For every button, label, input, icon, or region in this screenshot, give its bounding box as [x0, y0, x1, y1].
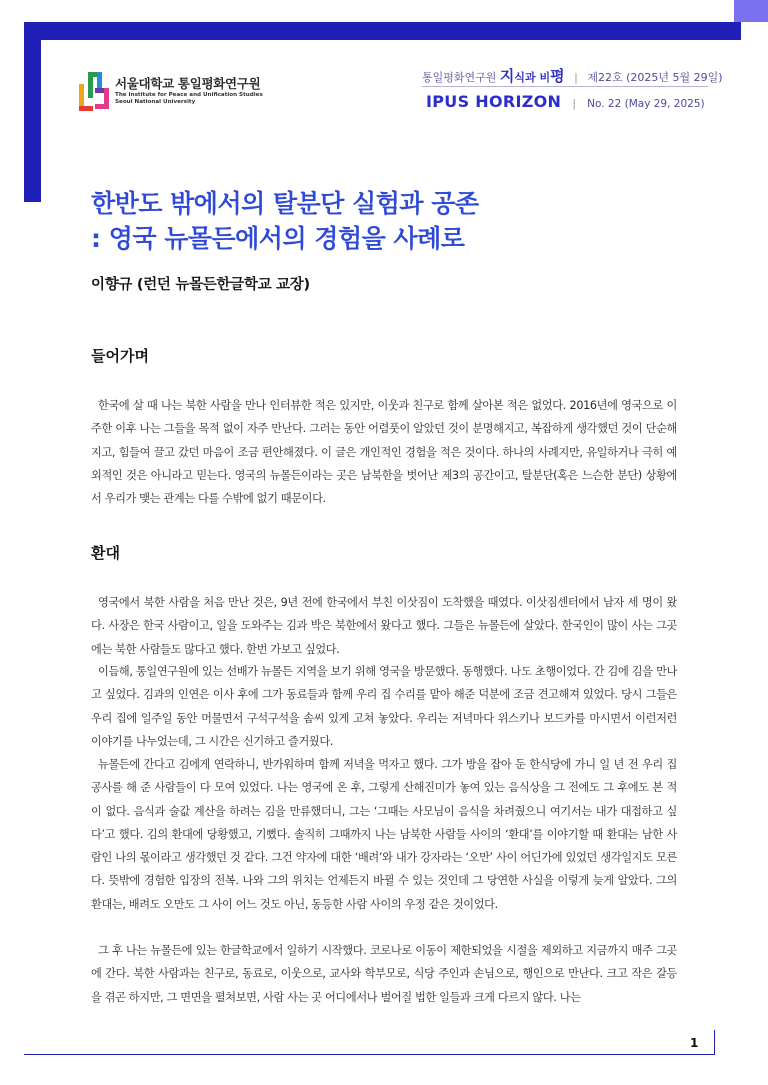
left-border-bar: [24, 22, 41, 202]
title-line-1: 한반도 밖에서의 탈분단 실험과 공존: [91, 189, 479, 218]
header-separator: |: [574, 71, 578, 84]
header-separator-2: |: [572, 97, 577, 110]
horizon-header: [426, 92, 705, 111]
section-heading-intro: 들어가며: [91, 347, 149, 365]
page-number: 1: [690, 1036, 699, 1050]
footer-vertical-rule: [714, 1030, 715, 1055]
issue-number-ko: 제22호 (2025년 5월 29일): [587, 71, 723, 84]
header-rule: [422, 86, 708, 87]
footer-rule: [24, 1054, 714, 1055]
series-sik: 식과 비: [514, 71, 551, 84]
horizon-title: IPUS HORIZON: [426, 92, 562, 111]
paragraph-hospitality-4: 그 후 나는 뉴몰든에 있는 한글학교에서 일하기 시작했다. 코로나로 이동이 제한되었을 시절을 제외하고 지금까지 매주 그곳에 간다. 북한 사람과는 친구로, 동료로, 이웃으로, 교사와 학부모로, 식당 주인과 손님으로, 행인으로 만난다. 크고 작은 갈등을 겪곤 하지만, 그 면면을 펼쳐보면, 사람 사는 곳 어디에서나 벌어질 법한 일들과 크게 다르지 않다. 나는: [91, 944, 677, 1004]
university-name-en: Seoul National University: [115, 99, 196, 105]
series-header: [422, 65, 723, 86]
paragraph-hospitality-1: 영국에서 북한 사람을 처음 만난 것은, 9년 전에 한국에서 부친 이삿짐이 도착했을 때였다. 이삿짐센터에서 남자 세 명이 왔다. 사장은 한국 사람이고, 일을 도와주는 김과 박은 북한에서 왔다고 했다. 그들은 뉴몰든에 살았다. 한국인이 많이 사는 그곳에는 북한 사람들도 많다고 했다. 한번 가보고 싶었다.: [91, 596, 677, 656]
top-border-bar: [24, 22, 741, 40]
series-prefix: 통일평화연구원: [422, 71, 497, 84]
article-author: 이향규 (런던 뉴몰든한글학교 교장): [91, 277, 310, 293]
title-line-2: : 영국 뉴몰든에서의 경험을 사례로: [91, 224, 465, 253]
institute-name-en: The Institute for Peace and Unification Studies: [115, 92, 263, 98]
paragraph-hospitality-3: 뉴몰든에 간다고 김에게 연락하니, 반가워하며 함께 저녁을 먹자고 했다. 그가 방을 잡아 둔 한식당에 가니 일 년 전 우리 집 공사를 해 준 사람들이 다 모여 있었다. 나는 영국에 온 후, 그렇게 산해진미가 놓여 있는 음식상을 그 전에도 그 후에도 본 적이 없다. 음식과 술값 계산을 하려는 김을 만류했더니, 그는 ‘그때는 사모님이 음식을 차려줬으니 여기서는 내가 대접하고 싶다’고 했다. 김의 환대에 당황했고, 기뻤다. 솔직히 그때까지 나는 남북한 사람들 사이의 ‘환대’를 이야기할 때 환대는 남한 사람인 나의 몫이라고 생각했던 것 같다. 그건 약자에 대한 ‘배려’와 내가 강자라는 ‘오만’ 사이 어딘가에 있었던 생각일지도 모른다. 뜻밖에 경험한 입장의 전복. 나와 그의 위치는 언제든지 바뀔 수 있는 것인데 그 당연한 사실을 이렇게 늦게 알았다. 그의 환대는, 배려도 오만도 그 사이 어느 것도 아닌, 동등한 사람 사이의 우정 같은 것이었다.: [91, 758, 677, 911]
issue-number-en: No. 22 (May 29, 2025): [587, 98, 705, 110]
section-heading-hospitality: 환대: [91, 544, 120, 562]
article-title: [91, 186, 479, 256]
paragraph-intro-1: 한국에 살 때 나는 북한 사람을 만나 인터뷰한 적은 있지만, 이웃과 친구로 함께 살아본 적은 없었다. 2016년에 영국으로 이주한 이후 나는 그들을 목적 없이 자주 만난다. 그러는 동안 어렴풋이 알았던 것이 분명해지고, 복잡하게 생각했던 것이 단순해지고, 힘들여 끌고 갔던 마음이 조금 편안해졌다. 이 글은 개인적인 경험을 적은 것이다. 하나의 사례지만, 유일하거나 극히 예외적인 것은 아니라고 믿는다. 영국의 뉴몰든이라는 곳은 남북한을 벗어난 제3의 공간이고, 탈분단(혹은 느슨한 분단) 상황에서 우리가 맺는 관계는 다를 수밖에 없기 때문이다.: [91, 399, 677, 506]
institute-name-ko: 서울대학교 통일평화연구원: [115, 76, 261, 91]
corner-accent: [734, 0, 768, 22]
paragraph-hospitality-2: 이듬해, 통일연구원에 있는 선배가 뉴몰든 지역을 보기 위해 영국을 방문했다. 동행했다. 나도 초행이었다. 간 김에 김을 만나고 싶었다. 김과의 인연은 이사 후에 그가 동료들과 함께 우리 집 수리를 맡아 해준 덕분에 조금 견고해져 있었다. 당시 그들은 우리 집에 일주일 동안 머물면서 구석구석을 솜씨 있게 고쳐 놓았다. 우리는 저녁마다 위스키나 보드카를 마시면서 이런저런 이야기를 나누었는데, 그 시간은 신기하고 즐거웠다.: [91, 665, 677, 748]
series-ji: 지: [499, 67, 515, 85]
institute-logo: [77, 68, 267, 120]
ipus-logo-icon: [77, 68, 111, 116]
series-pyeong: 평: [550, 67, 565, 85]
